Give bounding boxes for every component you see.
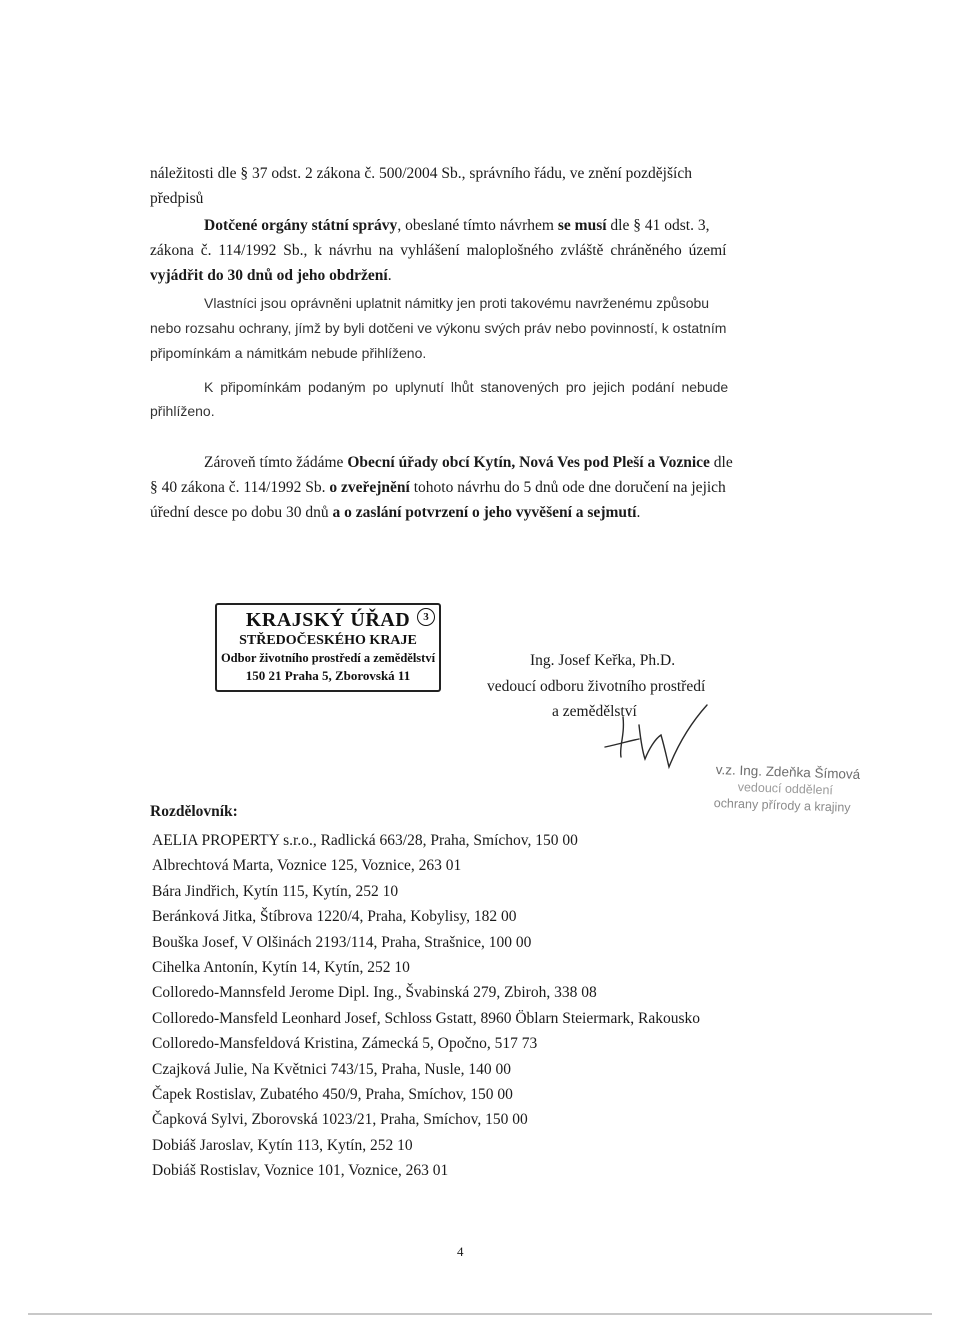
proxy-stamp-line: v.z. Ing. Zdeňka Šímová xyxy=(715,762,861,783)
list-item: Beránková Jitka, Štíbrova 1220/4, Praha, Kobylisy, 182 00 xyxy=(152,908,517,926)
text: . xyxy=(387,267,392,284)
bold-text: a o zaslání potvrzení o jeho vyvěšení a sejmutí xyxy=(332,504,637,521)
paragraph-line xyxy=(204,454,733,473)
bold-text: se musí xyxy=(557,217,607,234)
paragraph-line: přihlíženo. xyxy=(150,403,215,419)
list-item: Colloredo-Mannsfeld Jerome Dipl. Ing., Švabinská 279, Zbiroh, 338 08 xyxy=(152,984,597,1002)
proxy-stamp-line: vedoucí oddělení xyxy=(737,780,834,798)
list-item: Cihelka Antonín, Kytín 14, Kytín, 252 10 xyxy=(152,958,410,976)
paragraph-line: zákona č. 114/1992 Sb., k návrhu na vyhlášení maloplošného zvláště chráněného území xyxy=(150,242,727,259)
list-item: Colloredo-Mansfeld Leonhard Josef, Schloss Gstatt, 8960 Öblarn Steiermark, Rakousko xyxy=(152,1009,701,1027)
stamp-region: STŘEDOČESKÉHO KRAJE xyxy=(239,633,417,648)
signatory-role-cont: a zemědělství xyxy=(552,703,637,720)
text: tohoto návrhu do 5 dnů ode dne doručení na jejich xyxy=(409,479,726,496)
list-item: Bouška Josef, V Olšinách 2193/114, Praha, Strašnice, 100 00 xyxy=(152,933,532,951)
stamp-number: 3 xyxy=(417,608,435,626)
proxy-stamp-line: ochrany přírody a krajiny xyxy=(713,796,851,815)
paragraph-line xyxy=(150,504,640,523)
signatory-role: vedoucí odboru životního prostředí xyxy=(487,678,706,695)
bold-text: vyjádřit do 30 dnů od jeho obdržení xyxy=(150,267,388,284)
text: úřední desce po dobu 30 dnů xyxy=(150,504,333,521)
paragraph-line xyxy=(204,217,709,236)
stamp-department: Odbor životního prostředí a zemědělství xyxy=(220,651,436,665)
text: Zároveň tímto žádáme xyxy=(204,454,348,471)
text: § 40 zákona č. 114/1992 Sb. xyxy=(150,479,330,496)
paragraph-line xyxy=(150,165,768,184)
paragraph-line: předpisů xyxy=(150,190,204,207)
list-item: Dobiáš Rostislav, Voznice 101, Voznice, 263 01 xyxy=(152,1162,449,1180)
paragraph-line: K připomínkám podaným po uplynutí lhůt stanovených pro jejich podání nebude xyxy=(204,379,729,395)
list-item: Czajková Julie, Na Květnici 743/15, Praha, Nusle, 140 00 xyxy=(152,1060,512,1078)
distribution-heading: Rozdělovník: xyxy=(150,803,238,820)
list-item: Colloredo-Mansfeldová Kristina, Zámecká 5, Opočno, 517 73 xyxy=(152,1035,538,1053)
text: náležitosti dle § 37 odst. 2 zákona č. 500/2004 Sb., správního řádu, ve znění pozdějších xyxy=(150,165,692,182)
bold-text: Obecní úřady obcí Kytín, Nová Ves pod Pleší a Voznice xyxy=(347,454,710,471)
stamp-title: KRAJSKÝ ÚŘAD xyxy=(245,609,411,631)
list-item: Čapková Sylvi, Zborovská 1023/21, Praha, Smíchov, 150 00 xyxy=(152,1111,528,1129)
distribution-list xyxy=(152,828,700,1183)
list-item: AELIA PROPERTY s.r.o., Radlická 663/28, Praha, Smíchov, 150 00 xyxy=(152,832,578,849)
paragraph-line: nebo rozsahu ochrany, jímž by byli dotčeni ve výkonu svých práv nebo povinností, k ostatním xyxy=(150,320,727,336)
list-item: Čapek Rostislav, Zubatého 450/9, Praha, Smíchov, 150 00 xyxy=(152,1085,513,1103)
page-bottom-divider xyxy=(28,1313,932,1315)
signatory-name: Ing. Josef Keřka, Ph.D. xyxy=(530,652,676,669)
text: , obeslané tímto návrhem xyxy=(397,217,558,234)
text: . xyxy=(636,504,641,521)
paragraph-line: Vlastníci jsou oprávněni uplatnit námitky jen proti takovému navrženému způsobu xyxy=(204,295,710,311)
office-stamp xyxy=(215,603,441,692)
handwritten-signature xyxy=(595,695,715,775)
paragraph-line xyxy=(150,479,726,498)
text: dle § 41 odst. 3, xyxy=(606,217,710,234)
page-number: 4 xyxy=(457,1244,464,1259)
list-item: Dobiáš Jaroslav, Kytín 113, Kytín, 252 10 xyxy=(152,1136,413,1154)
paragraph-line: připomínkám a námitkám nebude přihlíženo. xyxy=(150,345,427,361)
stamp-address: 150 21 Praha 5, Zborovská 11 xyxy=(245,668,411,683)
paragraph-line xyxy=(150,267,392,286)
text: dle xyxy=(709,454,733,471)
bold-text: o zveřejnění xyxy=(329,479,410,496)
list-item: Bára Jindřich, Kytín 115, Kytín, 252 10 xyxy=(152,882,399,900)
list-item: Albrechtová Marta, Voznice 125, Voznice, 263 01 xyxy=(152,857,462,875)
bold-text: Dotčené orgány státní správy xyxy=(204,217,398,234)
